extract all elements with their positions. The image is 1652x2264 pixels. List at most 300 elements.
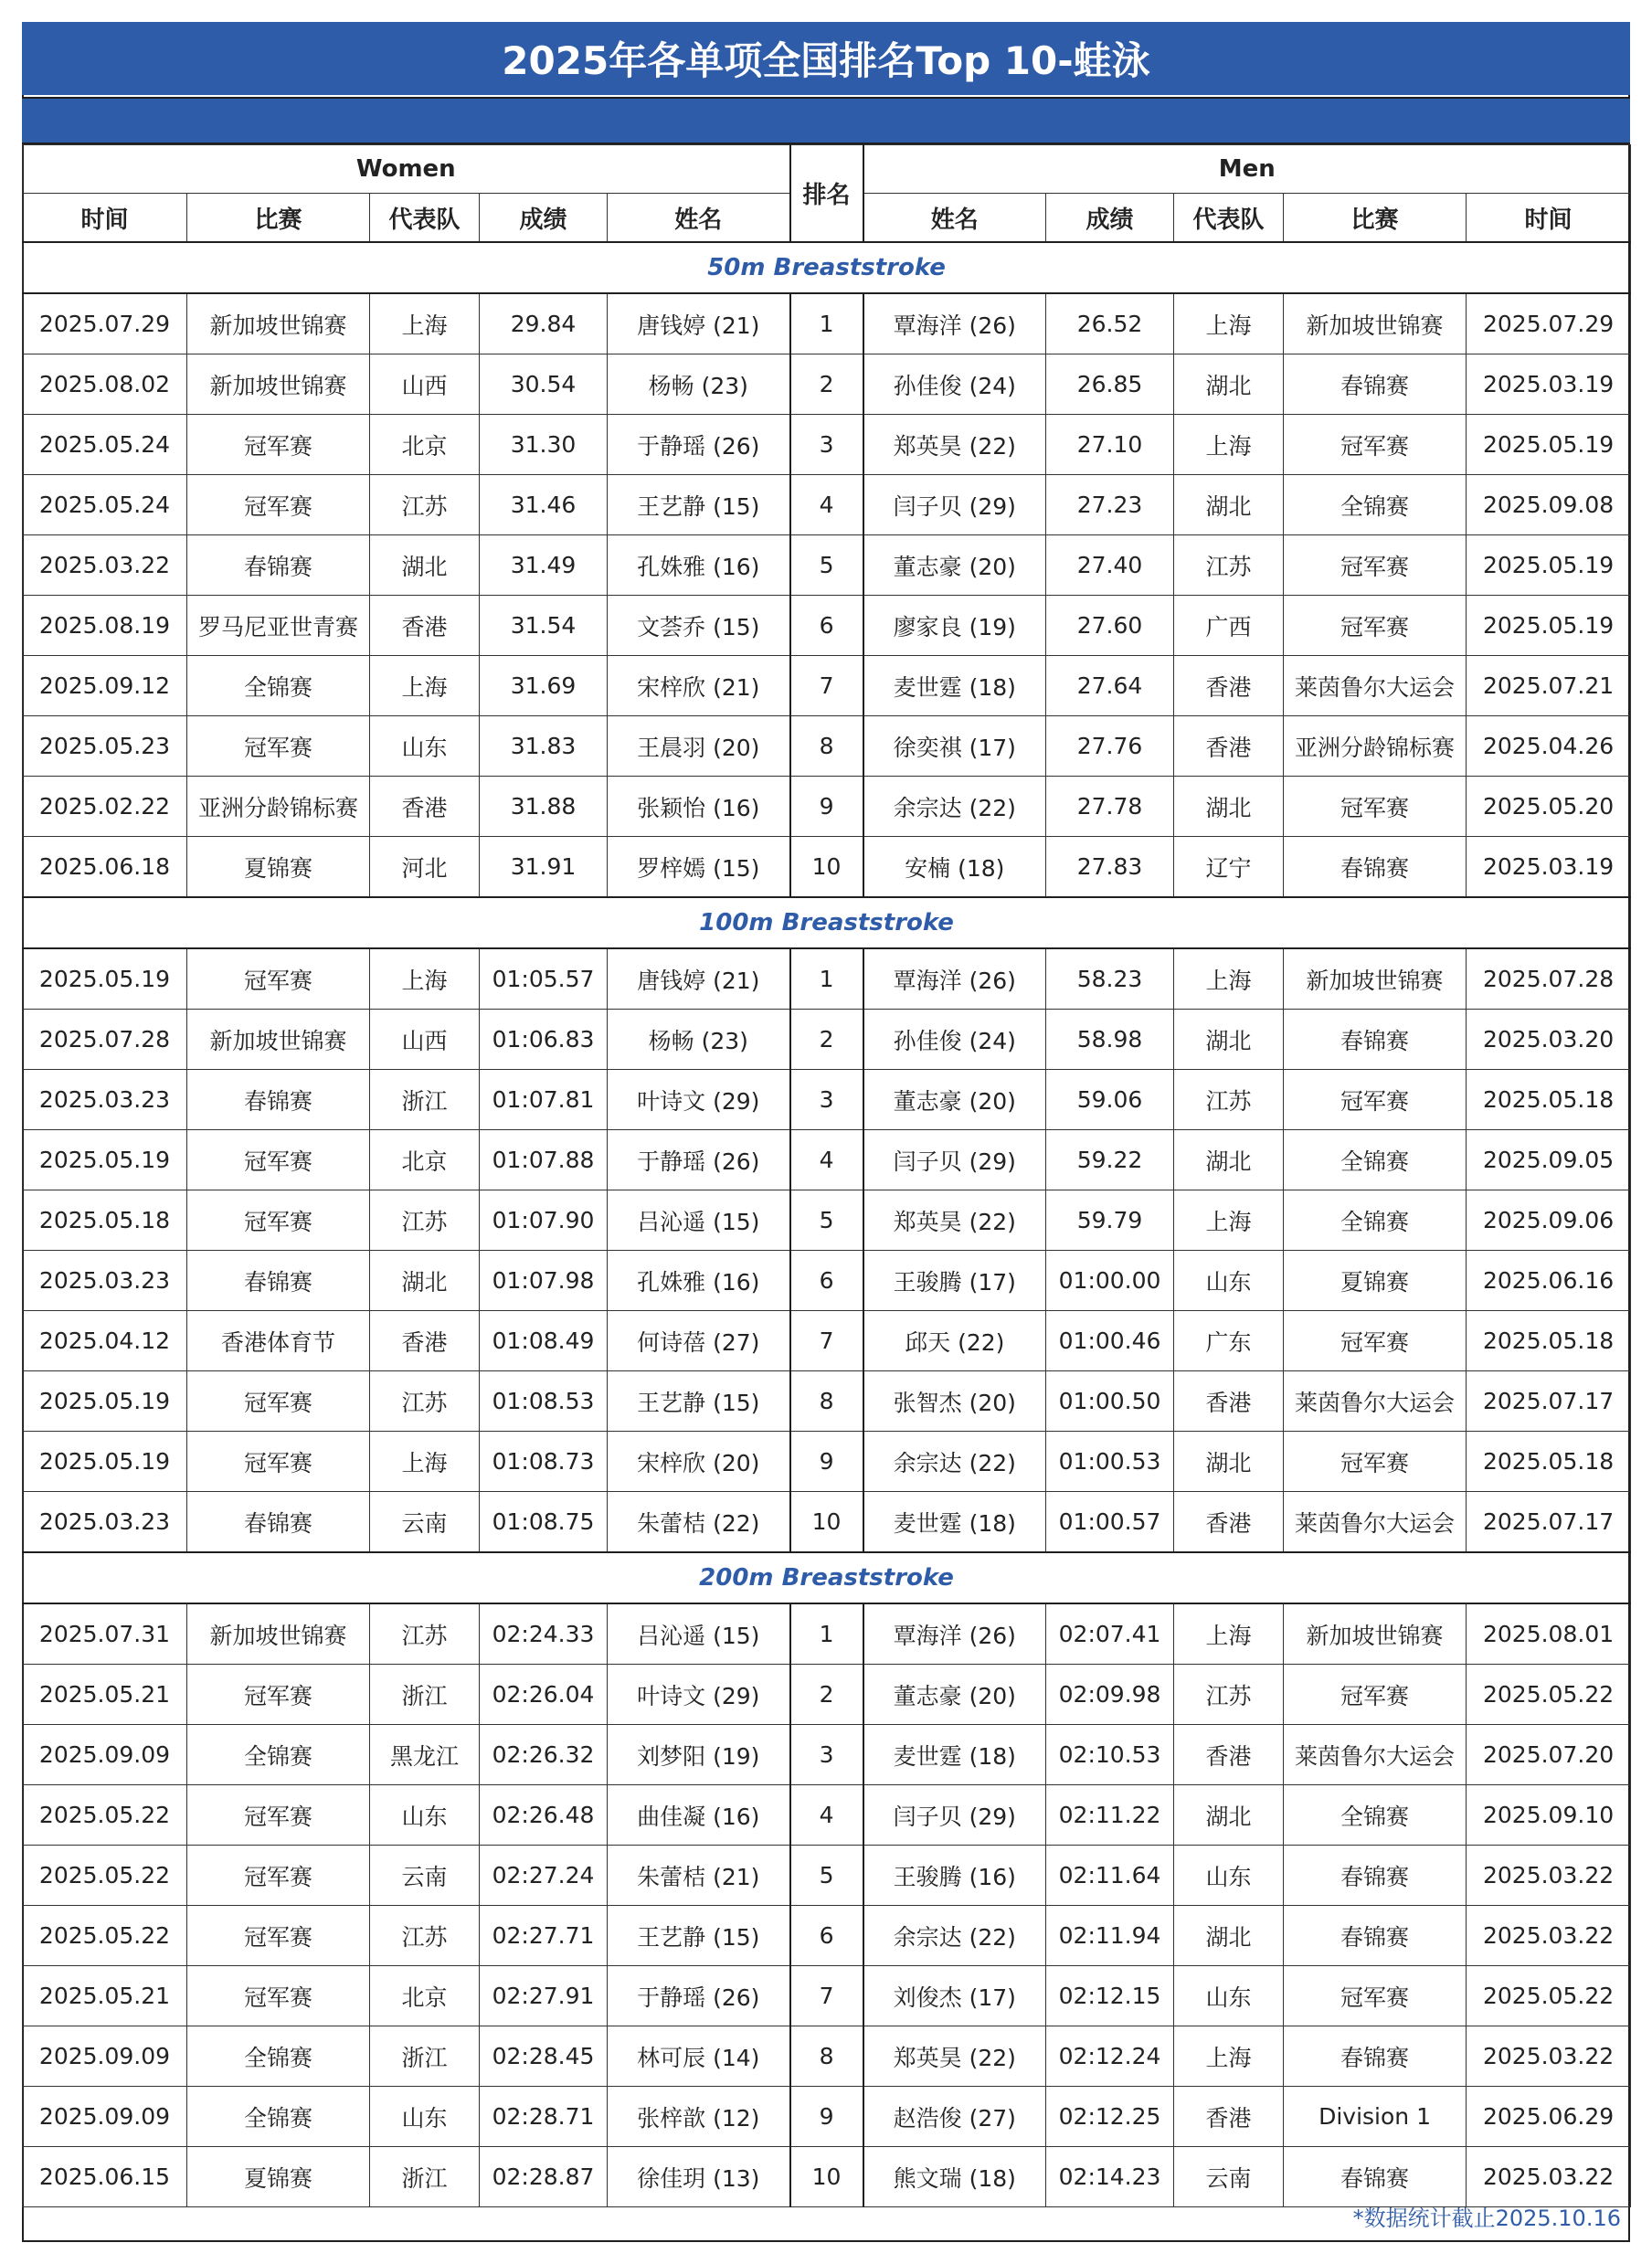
men-result: 27.64 — [1046, 656, 1174, 716]
women-name: 王艺静 (15) — [608, 1906, 790, 1966]
women-name: 吕沁遥 (15) — [608, 1603, 790, 1665]
women-date: 2025.07.29 — [23, 293, 187, 354]
women-result: 02:26.04 — [480, 1665, 608, 1725]
men-team: 上海 — [1174, 415, 1284, 475]
men-meet: 冠军赛 — [1284, 1665, 1467, 1725]
men-result: 01:00.00 — [1046, 1251, 1174, 1311]
women-team: 浙江 — [370, 2026, 480, 2087]
ranking-table — [22, 144, 1631, 2207]
men-result: 27.10 — [1046, 415, 1174, 475]
men-team: 山东 — [1174, 1251, 1284, 1311]
women-team: 北京 — [370, 415, 480, 475]
men-result: 27.76 — [1046, 716, 1174, 777]
table-row — [23, 596, 1631, 656]
women-team: 上海 — [370, 1432, 480, 1492]
women-team: 山东 — [370, 1785, 480, 1846]
men-col-team: 代表队 — [1174, 194, 1284, 243]
women-date: 2025.08.19 — [23, 596, 187, 656]
table-row — [23, 948, 1631, 1010]
men-team: 湖北 — [1174, 475, 1284, 535]
rank-number: 10 — [790, 1492, 863, 1553]
section-title: 200m Breaststroke — [23, 1552, 1631, 1603]
women-meet: 全锦赛 — [187, 1725, 370, 1785]
men-team: 广东 — [1174, 1311, 1284, 1371]
women-header: Women — [23, 145, 790, 194]
section-header — [23, 1552, 1631, 1603]
rank-number: 5 — [790, 1846, 863, 1906]
men-team: 辽宁 — [1174, 837, 1284, 898]
men-date: 2025.08.01 — [1467, 1603, 1631, 1665]
section-header — [23, 897, 1631, 948]
men-team: 江苏 — [1174, 1070, 1284, 1130]
men-date: 2025.05.18 — [1467, 1070, 1631, 1130]
men-result: 27.23 — [1046, 475, 1174, 535]
women-name: 杨畅 (23) — [608, 354, 790, 415]
women-name: 于静瑶 (26) — [608, 1130, 790, 1190]
women-meet: 全锦赛 — [187, 2026, 370, 2087]
women-meet: 冠军赛 — [187, 1785, 370, 1846]
women-team: 香港 — [370, 777, 480, 837]
men-result: 27.40 — [1046, 535, 1174, 596]
men-meet: Division 1 — [1284, 2087, 1467, 2147]
rank-number: 6 — [790, 1251, 863, 1311]
men-date: 2025.03.19 — [1467, 837, 1631, 898]
men-result: 58.23 — [1046, 948, 1174, 1010]
men-result: 02:12.24 — [1046, 2026, 1174, 2087]
women-result: 31.91 — [480, 837, 608, 898]
women-name: 罗梓嫣 (15) — [608, 837, 790, 898]
men-team: 湖北 — [1174, 1010, 1284, 1070]
women-team: 北京 — [370, 1130, 480, 1190]
women-date: 2025.07.28 — [23, 1010, 187, 1070]
rank-number: 5 — [790, 1190, 863, 1251]
women-team: 江苏 — [370, 1371, 480, 1432]
women-result: 31.83 — [480, 716, 608, 777]
men-meet: 夏锦赛 — [1284, 1251, 1467, 1311]
men-team: 湖北 — [1174, 1130, 1284, 1190]
women-result: 01:07.98 — [480, 1251, 608, 1311]
women-col-date: 时间 — [23, 194, 187, 243]
men-date: 2025.03.19 — [1467, 354, 1631, 415]
women-date: 2025.09.09 — [23, 2087, 187, 2147]
men-team: 上海 — [1174, 1603, 1284, 1665]
men-team: 湖北 — [1174, 1432, 1284, 1492]
women-team: 河北 — [370, 837, 480, 898]
men-team: 江苏 — [1174, 535, 1284, 596]
men-result: 02:14.23 — [1046, 2147, 1174, 2207]
women-date: 2025.05.19 — [23, 1371, 187, 1432]
rank-number: 4 — [790, 475, 863, 535]
women-team: 湖北 — [370, 1251, 480, 1311]
men-meet: 新加坡世锦赛 — [1284, 293, 1467, 354]
table-row — [23, 1130, 1631, 1190]
table-row — [23, 1432, 1631, 1492]
men-result: 02:11.64 — [1046, 1846, 1174, 1906]
women-result: 02:28.71 — [480, 2087, 608, 2147]
women-team: 浙江 — [370, 1070, 480, 1130]
men-date: 2025.04.26 — [1467, 716, 1631, 777]
women-name: 孔姝雅 (16) — [608, 1251, 790, 1311]
women-name: 宋梓欣 (20) — [608, 1432, 790, 1492]
men-result: 59.79 — [1046, 1190, 1174, 1251]
women-result: 02:28.45 — [480, 2026, 608, 2087]
men-name: 赵浩俊 (27) — [863, 2087, 1046, 2147]
men-meet: 春锦赛 — [1284, 354, 1467, 415]
women-date: 2025.05.22 — [23, 1846, 187, 1906]
men-result: 01:00.50 — [1046, 1371, 1174, 1432]
men-date: 2025.07.21 — [1467, 656, 1631, 716]
men-team: 山东 — [1174, 1846, 1284, 1906]
women-result: 30.54 — [480, 354, 608, 415]
women-team: 山东 — [370, 2087, 480, 2147]
women-name: 宋梓欣 (21) — [608, 656, 790, 716]
men-name: 邱天 (22) — [863, 1311, 1046, 1371]
men-team: 湖北 — [1174, 1785, 1284, 1846]
men-team: 湖北 — [1174, 1906, 1284, 1966]
men-meet: 春锦赛 — [1284, 1010, 1467, 1070]
women-result: 31.88 — [480, 777, 608, 837]
rank-number: 6 — [790, 596, 863, 656]
women-team: 北京 — [370, 1966, 480, 2026]
men-date: 2025.06.16 — [1467, 1251, 1631, 1311]
men-result: 26.52 — [1046, 293, 1174, 354]
men-date: 2025.05.18 — [1467, 1432, 1631, 1492]
rank-number: 7 — [790, 1966, 863, 2026]
women-team: 云南 — [370, 1846, 480, 1906]
women-team: 浙江 — [370, 1665, 480, 1725]
men-name: 徐奕祺 (17) — [863, 716, 1046, 777]
rank-number: 10 — [790, 2147, 863, 2207]
women-date: 2025.05.19 — [23, 1130, 187, 1190]
women-result: 01:08.53 — [480, 1371, 608, 1432]
women-meet: 全锦赛 — [187, 656, 370, 716]
women-date: 2025.02.22 — [23, 777, 187, 837]
women-date: 2025.05.18 — [23, 1190, 187, 1251]
men-date: 2025.09.06 — [1467, 1190, 1631, 1251]
women-date: 2025.03.23 — [23, 1070, 187, 1130]
women-meet: 冠军赛 — [187, 948, 370, 1010]
women-meet: 春锦赛 — [187, 1251, 370, 1311]
table-row — [23, 1966, 1631, 2026]
women-name: 张颖怡 (16) — [608, 777, 790, 837]
rank-number: 4 — [790, 1785, 863, 1846]
women-result: 01:06.83 — [480, 1010, 608, 1070]
men-date: 2025.09.08 — [1467, 475, 1631, 535]
rank-number: 2 — [790, 354, 863, 415]
men-name: 覃海洋 (26) — [863, 948, 1046, 1010]
men-date: 2025.03.22 — [1467, 2026, 1631, 2087]
men-meet: 莱茵鲁尔大运会 — [1284, 1492, 1467, 1553]
men-meet: 冠军赛 — [1284, 596, 1467, 656]
men-name: 熊文瑞 (18) — [863, 2147, 1046, 2207]
women-team: 江苏 — [370, 1906, 480, 1966]
men-name: 闫子贝 (29) — [863, 475, 1046, 535]
rank-number: 5 — [790, 535, 863, 596]
men-date: 2025.07.17 — [1467, 1371, 1631, 1432]
men-col-meet: 比赛 — [1284, 194, 1467, 243]
women-team: 湖北 — [370, 535, 480, 596]
men-meet: 莱茵鲁尔大运会 — [1284, 656, 1467, 716]
women-meet: 冠军赛 — [187, 1665, 370, 1725]
men-result: 02:12.25 — [1046, 2087, 1174, 2147]
men-meet: 新加坡世锦赛 — [1284, 1603, 1467, 1665]
men-col-result: 成绩 — [1046, 194, 1174, 243]
women-date: 2025.03.23 — [23, 1251, 187, 1311]
table-row — [23, 1311, 1631, 1371]
women-col-team: 代表队 — [370, 194, 480, 243]
women-result: 31.49 — [480, 535, 608, 596]
women-name: 吕沁遥 (15) — [608, 1190, 790, 1251]
men-result: 02:07.41 — [1046, 1603, 1174, 1665]
men-meet: 冠军赛 — [1284, 535, 1467, 596]
women-result: 02:27.91 — [480, 1966, 608, 2026]
table-row — [23, 1070, 1631, 1130]
men-name: 董志豪 (20) — [863, 535, 1046, 596]
men-result: 02:11.22 — [1046, 1785, 1174, 1846]
rank-number: 8 — [790, 1371, 863, 1432]
men-team: 湖北 — [1174, 777, 1284, 837]
table-row — [23, 1492, 1631, 1553]
women-meet: 冠军赛 — [187, 1966, 370, 2026]
men-meet: 新加坡世锦赛 — [1284, 948, 1467, 1010]
men-name: 余宗达 (22) — [863, 1432, 1046, 1492]
rank-number: 7 — [790, 656, 863, 716]
women-date: 2025.05.23 — [23, 716, 187, 777]
rank-number: 2 — [790, 1665, 863, 1725]
men-name: 王骏腾 (16) — [863, 1846, 1046, 1906]
women-meet: 冠军赛 — [187, 716, 370, 777]
women-result: 31.54 — [480, 596, 608, 656]
men-team: 上海 — [1174, 2026, 1284, 2087]
women-meet: 春锦赛 — [187, 1070, 370, 1130]
men-date: 2025.06.29 — [1467, 2087, 1631, 2147]
women-name: 于静瑶 (26) — [608, 415, 790, 475]
men-meet: 冠军赛 — [1284, 1070, 1467, 1130]
women-date: 2025.05.22 — [23, 1906, 187, 1966]
men-result: 01:00.46 — [1046, 1311, 1174, 1371]
men-meet: 亚洲分龄锦标赛 — [1284, 716, 1467, 777]
men-result: 02:10.53 — [1046, 1725, 1174, 1785]
women-date: 2025.09.09 — [23, 1725, 187, 1785]
section-header — [23, 242, 1631, 293]
women-meet: 冠军赛 — [187, 475, 370, 535]
table-row — [23, 354, 1631, 415]
men-name: 麦世霆 (18) — [863, 1492, 1046, 1553]
women-team: 山东 — [370, 716, 480, 777]
men-name: 董志豪 (20) — [863, 1665, 1046, 1725]
table-row — [23, 1785, 1631, 1846]
women-meet: 亚洲分龄锦标赛 — [187, 777, 370, 837]
table-row — [23, 1846, 1631, 1906]
women-date: 2025.06.15 — [23, 2147, 187, 2207]
women-team: 江苏 — [370, 1190, 480, 1251]
men-name: 张智杰 (20) — [863, 1371, 1046, 1432]
women-date: 2025.03.22 — [23, 535, 187, 596]
men-date: 2025.03.22 — [1467, 1906, 1631, 1966]
women-name: 王晨羽 (20) — [608, 716, 790, 777]
women-date: 2025.05.22 — [23, 1785, 187, 1846]
women-team: 山西 — [370, 354, 480, 415]
rank-number: 9 — [790, 2087, 863, 2147]
women-team: 山西 — [370, 1010, 480, 1070]
men-meet: 冠军赛 — [1284, 777, 1467, 837]
men-team: 香港 — [1174, 1371, 1284, 1432]
women-date: 2025.08.02 — [23, 354, 187, 415]
women-result: 02:24.33 — [480, 1603, 608, 1665]
men-team: 上海 — [1174, 948, 1284, 1010]
women-date: 2025.05.21 — [23, 1966, 187, 2026]
women-meet: 全锦赛 — [187, 2087, 370, 2147]
women-name: 唐钱婷 (21) — [608, 293, 790, 354]
women-name: 何诗蓓 (27) — [608, 1311, 790, 1371]
men-result: 02:09.98 — [1046, 1665, 1174, 1725]
women-meet: 夏锦赛 — [187, 2147, 370, 2207]
women-result: 01:08.75 — [480, 1492, 608, 1553]
women-date: 2025.05.24 — [23, 475, 187, 535]
women-name: 张梓歆 (12) — [608, 2087, 790, 2147]
men-result: 27.83 — [1046, 837, 1174, 898]
men-result: 59.22 — [1046, 1130, 1174, 1190]
men-name: 麦世霆 (18) — [863, 656, 1046, 716]
men-date: 2025.05.19 — [1467, 535, 1631, 596]
men-name: 覃海洋 (26) — [863, 293, 1046, 354]
table-row — [23, 415, 1631, 475]
men-name: 闫子贝 (29) — [863, 1130, 1046, 1190]
table-row — [23, 2147, 1631, 2207]
women-name: 唐钱婷 (21) — [608, 948, 790, 1010]
women-name: 朱蕾桔 (21) — [608, 1846, 790, 1906]
women-result: 02:28.87 — [480, 2147, 608, 2207]
men-team: 香港 — [1174, 1725, 1284, 1785]
table-row — [23, 716, 1631, 777]
men-name: 孙佳俊 (24) — [863, 354, 1046, 415]
women-meet: 冠军赛 — [187, 1190, 370, 1251]
women-result: 01:08.49 — [480, 1311, 608, 1371]
men-meet: 全锦赛 — [1284, 475, 1467, 535]
rank-number: 6 — [790, 1906, 863, 1966]
rank-number: 9 — [790, 777, 863, 837]
men-meet: 春锦赛 — [1284, 1906, 1467, 1966]
rank-number: 1 — [790, 293, 863, 354]
rank-number: 7 — [790, 1311, 863, 1371]
men-date: 2025.05.20 — [1467, 777, 1631, 837]
women-meet: 香港体育节 — [187, 1311, 370, 1371]
men-date: 2025.05.19 — [1467, 415, 1631, 475]
men-date: 2025.03.22 — [1467, 2147, 1631, 2207]
women-date: 2025.05.24 — [23, 415, 187, 475]
women-meet: 春锦赛 — [187, 535, 370, 596]
ranking-body — [23, 242, 1631, 2207]
women-date: 2025.09.09 — [23, 2026, 187, 2087]
rank-number: 8 — [790, 716, 863, 777]
men-date: 2025.05.19 — [1467, 596, 1631, 656]
men-name: 郑英昊 (22) — [863, 415, 1046, 475]
table-row — [23, 293, 1631, 354]
men-team: 香港 — [1174, 1492, 1284, 1553]
women-result: 31.46 — [480, 475, 608, 535]
women-name: 叶诗文 (29) — [608, 1070, 790, 1130]
men-col-date: 时间 — [1467, 194, 1631, 243]
data-cutoff-note: *数据统计截止2025.10.16 — [1352, 2206, 1621, 2231]
women-meet: 冠军赛 — [187, 1432, 370, 1492]
rank-number: 1 — [790, 1603, 863, 1665]
women-name: 曲佳凝 (16) — [608, 1785, 790, 1846]
table-row — [23, 837, 1631, 898]
women-team: 云南 — [370, 1492, 480, 1553]
women-date: 2025.05.19 — [23, 948, 187, 1010]
men-name: 郑英昊 (22) — [863, 1190, 1046, 1251]
women-team: 上海 — [370, 293, 480, 354]
table-row — [23, 777, 1631, 837]
women-meet: 冠军赛 — [187, 1130, 370, 1190]
men-date: 2025.05.22 — [1467, 1665, 1631, 1725]
men-date: 2025.03.22 — [1467, 1846, 1631, 1906]
table-row — [23, 656, 1631, 716]
women-date: 2025.09.12 — [23, 656, 187, 716]
men-meet: 莱茵鲁尔大运会 — [1284, 1371, 1467, 1432]
women-name: 刘梦阳 (19) — [608, 1725, 790, 1785]
men-result: 59.06 — [1046, 1070, 1174, 1130]
men-result: 58.98 — [1046, 1010, 1174, 1070]
women-team: 江苏 — [370, 1603, 480, 1665]
women-name: 叶诗文 (29) — [608, 1665, 790, 1725]
men-name: 余宗达 (22) — [863, 777, 1046, 837]
men-name: 刘俊杰 (17) — [863, 1966, 1046, 2026]
men-team: 香港 — [1174, 2087, 1284, 2147]
men-date: 2025.09.10 — [1467, 1785, 1631, 1846]
women-result: 29.84 — [480, 293, 608, 354]
rank-number: 4 — [790, 1130, 863, 1190]
rank-number: 8 — [790, 2026, 863, 2087]
table-row — [23, 1371, 1631, 1432]
men-name: 郑英昊 (22) — [863, 2026, 1046, 2087]
table-row — [23, 1725, 1631, 1785]
men-team: 山东 — [1174, 1966, 1284, 2026]
women-name: 林可辰 (14) — [608, 2026, 790, 2087]
men-team: 上海 — [1174, 1190, 1284, 1251]
men-meet: 春锦赛 — [1284, 2026, 1467, 2087]
men-result: 01:00.57 — [1046, 1492, 1174, 1553]
men-header: Men — [863, 145, 1631, 194]
table-row — [23, 2026, 1631, 2087]
women-meet: 冠军赛 — [187, 415, 370, 475]
men-team: 香港 — [1174, 656, 1284, 716]
rank-header: 排名 — [790, 145, 863, 243]
rank-number: 10 — [790, 837, 863, 898]
rank-number: 3 — [790, 1070, 863, 1130]
section-title: 50m Breaststroke — [23, 242, 1631, 293]
women-team: 黑龙江 — [370, 1725, 480, 1785]
women-name: 于静瑶 (26) — [608, 1966, 790, 2026]
men-date: 2025.05.18 — [1467, 1311, 1631, 1371]
women-meet: 冠军赛 — [187, 1906, 370, 1966]
women-date: 2025.05.19 — [23, 1432, 187, 1492]
men-result: 27.78 — [1046, 777, 1174, 837]
table-row — [23, 535, 1631, 596]
women-name: 徐佳玥 (13) — [608, 2147, 790, 2207]
men-result: 26.85 — [1046, 354, 1174, 415]
women-team: 浙江 — [370, 2147, 480, 2207]
men-meet: 春锦赛 — [1284, 1846, 1467, 1906]
men-meet: 全锦赛 — [1284, 1130, 1467, 1190]
men-meet: 莱茵鲁尔大运会 — [1284, 1725, 1467, 1785]
women-name: 王艺静 (15) — [608, 475, 790, 535]
table-row — [23, 1603, 1631, 1665]
women-team: 香港 — [370, 1311, 480, 1371]
women-col-name: 姓名 — [608, 194, 790, 243]
men-meet: 冠军赛 — [1284, 1966, 1467, 2026]
men-meet: 冠军赛 — [1284, 1311, 1467, 1371]
